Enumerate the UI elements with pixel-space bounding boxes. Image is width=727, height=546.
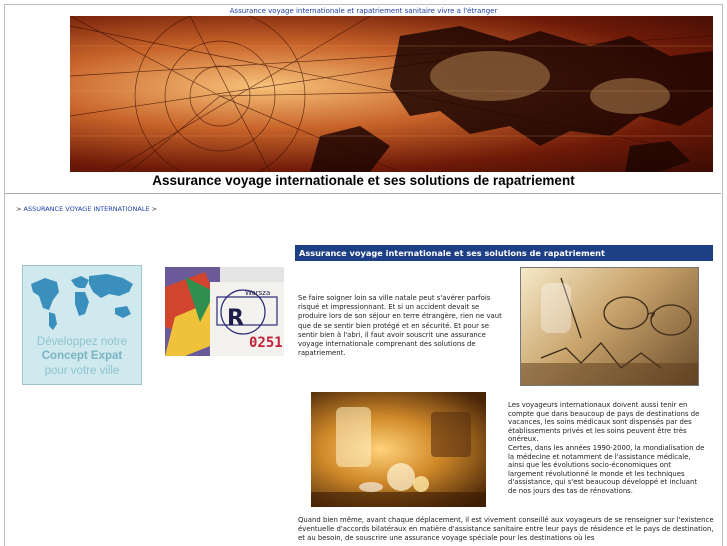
passport-stamp-graphic (165, 267, 284, 356)
article-heading: Assurance voyage internationale et ses solutions de rapatriement (295, 245, 713, 261)
breadcrumb-suffix: > (151, 205, 158, 213)
article-paragraph-2 (508, 401, 706, 496)
header-divider (5, 193, 721, 194)
world-map-icon (23, 266, 141, 332)
article-paragraph-3: Quand bien même, avant chaque déplacement, il est vivement conseillé aux voyageurs de se renseigner sur l'existence éventuelle d'accords bilatéraux en matière d'assistance sanitaire entre leur pays de résidence et le pays de destination, et au besoin, de souscrire une assurance voyage spéciale pour les destinations où les (298, 516, 714, 543)
expat-ad-banner[interactable] (22, 265, 142, 385)
svg-text:R: R (227, 306, 244, 331)
stamp-text-city: Warsza (245, 289, 271, 297)
stamp-text-number: 0251 (249, 335, 283, 351)
article-paragraph-2a: Les voyageurs internationaux doivent aussi tenir en compte que dans beaucoup de pays de destinations de vacances, les soins médicaux sont dispensés par des établissements privés et les soins peuvent être très onéreux. (508, 401, 700, 444)
article-paragraph-2b: Certes, dans les années 1990-2000, la mondialisation de la médecine et notamment de l'assistance médicale, ainsi que les évolutions socio-économiques ont largement révolutionné le monde et les techniques d'assistance, qui s'est beaucoup développé et incluant de nos jours des tas de rénovations. (508, 443, 705, 495)
expat-ad-line3: pour votre ville (44, 365, 120, 377)
banner-image (70, 16, 713, 172)
medicine-photo (311, 392, 486, 507)
header-top-link[interactable]: Assurance voyage internationale et rapatriement sanitaire vivre a l'étranger (229, 7, 498, 15)
world-map-graphic (70, 16, 713, 172)
banner-title: Assurance voyage internationale et ses solutions de rapatriement (152, 173, 575, 188)
glasses-lab-photo (520, 267, 699, 386)
medicine-graphic (311, 392, 486, 507)
article-paragraph-1: Se faire soigner loin sa ville natale peut s'avérer parfois risqué et impressionnant. Et si un accident devait se produire lors de son séjour en terre étrangère, rien ne vaut que de se sentir bien protégé et en sécurité. Et pour se sentir bien à l'abri, il faut avoir souscrit une assurance voyage internationale comprenant des solutions de rapatriement. (298, 294, 502, 358)
expat-ad-line2: Concept Expat (41, 350, 123, 362)
expat-ad-line1: Développez notre (36, 336, 128, 348)
breadcrumb-prefix: > (16, 205, 22, 213)
breadcrumb (16, 205, 157, 213)
glasses-graphic (521, 268, 698, 385)
breadcrumb-link[interactable]: ASSURANCE VOYAGE INTERNATIONALE (23, 205, 150, 213)
passport-stamp-photo (165, 267, 284, 356)
